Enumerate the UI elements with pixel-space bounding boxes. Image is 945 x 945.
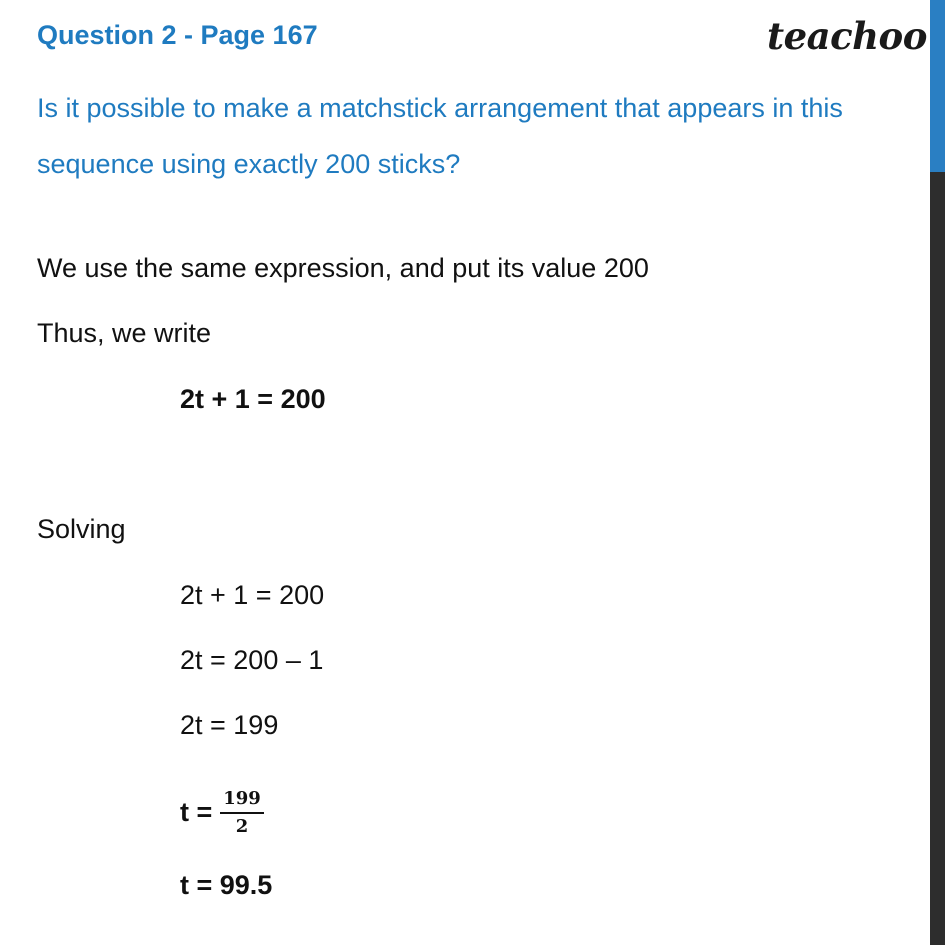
question-heading: Question 2 - Page 167 bbox=[37, 20, 318, 50]
fraction-prefix: t = bbox=[180, 797, 220, 827]
solving-label: Solving bbox=[37, 514, 126, 544]
step-1: 2t + 1 = 200 bbox=[180, 580, 325, 610]
final-result: t = 99.5 bbox=[180, 870, 273, 900]
fraction-denominator: 2 bbox=[235, 816, 249, 837]
scrollbar[interactable] bbox=[930, 0, 945, 945]
step-3: 2t = 199 bbox=[180, 710, 279, 740]
fraction-numerator: 199 bbox=[223, 788, 261, 809]
teachoo-logo: teachoo bbox=[767, 14, 927, 58]
solution-thus: Thus, we write bbox=[37, 318, 212, 348]
scrollbar-thumb[interactable] bbox=[930, 0, 945, 172]
fraction-bar bbox=[220, 812, 264, 814]
question-text: Is it possible to make a matchstick arrangement that appears in this sequence using exactly 200 sticks? bbox=[37, 93, 843, 179]
main-equation: 2t + 1 = 200 bbox=[180, 384, 326, 414]
fraction bbox=[220, 787, 264, 839]
solution-intro: We use the same expression, and put its value 200 bbox=[37, 253, 649, 283]
step-2: 2t = 200 – 1 bbox=[180, 645, 324, 675]
